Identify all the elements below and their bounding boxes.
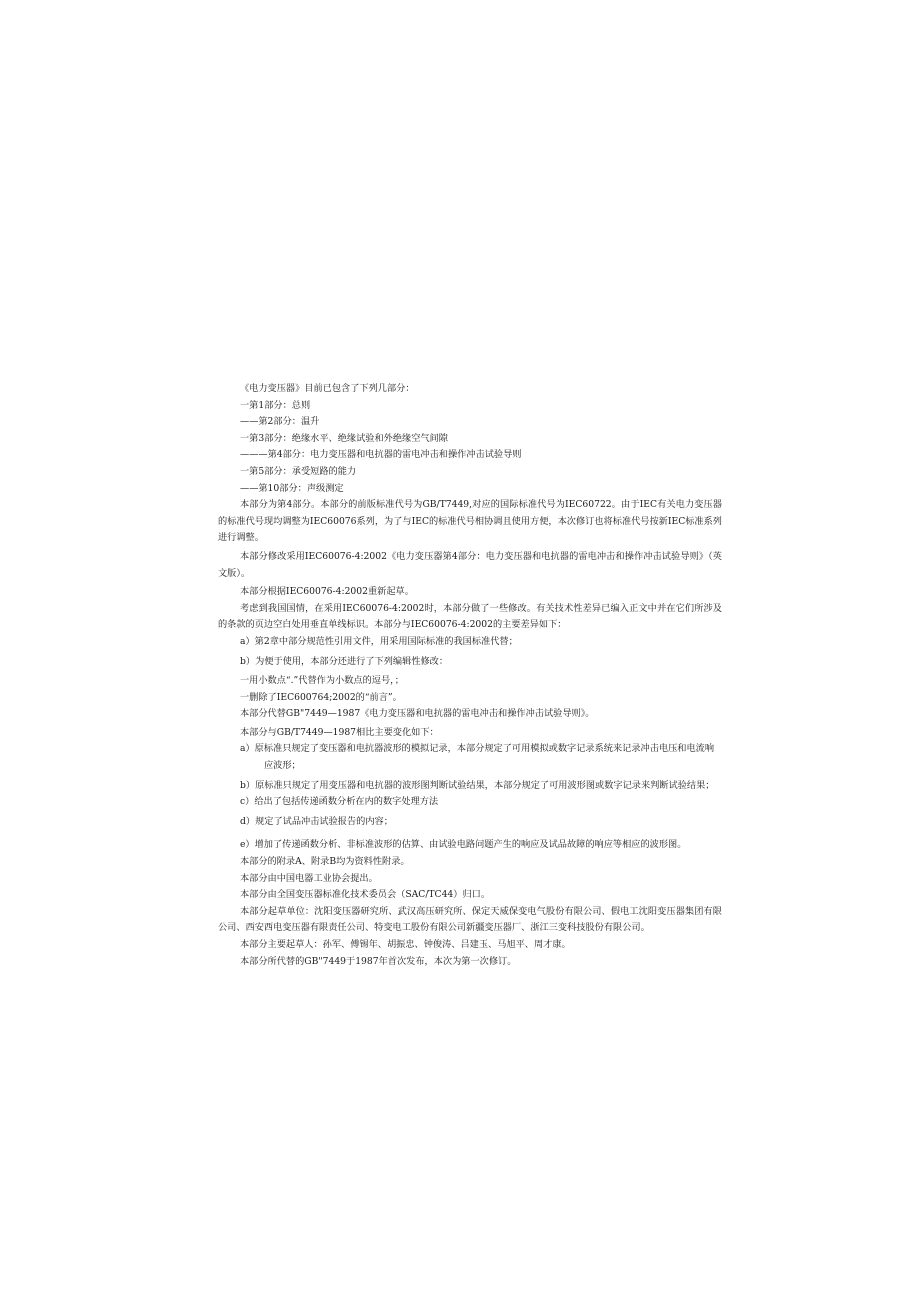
- part-4-line: ———第4部分：电力变压器和电抗器的雷电冲击和操作冲击试验导则: [240, 449, 522, 461]
- change-b: b）原标准只规定了用变压器和电抗器的波形图判断试验结果，本部分规定了可用波形图或数字记录来判断试验结果；: [240, 779, 715, 791]
- parts-intro: 《电力变压器》目前已包含了下列几部分：: [240, 383, 415, 394]
- change-a-line2: 应波形；: [264, 760, 301, 772]
- paragraph-changes-intro: 本部分与GB/T7449—1987相比主要变化如下：: [240, 726, 439, 738]
- part-2-line: ——第2部分：温升: [240, 416, 320, 428]
- change-a-line1: a）原标准只规定了变压器和电抗器波形的模拟记录，本部分规定了可用模拟或数字记录系统来记录冲击电压和电流响: [240, 743, 715, 755]
- difference-b: b）为便于使用，本部分还进行了下列编辑性修改：: [240, 655, 449, 667]
- paragraph-proposed-by: 本部分由中国电器工业协会提出。: [240, 872, 378, 884]
- difference-a: a）第2章中部分规范性引用文件，用采用国际标准的我国标准代替；: [240, 635, 518, 647]
- paragraph-standard-code: 本部分为第4部分。本部分的前版标准代号为GB/T7449,对应的国际标准代号为IEC60722。由于IEC有关电力变压器的标准代号现均调整为IEC60076系列，为了与IEC的标准代号相协调且使用方便，本次修订也将标准代号按新IEC标准系列进行调整。: [218, 499, 722, 544]
- edit-decimal-point: 一用小数点“.”代替作为小数点的逗号，；: [240, 675, 404, 687]
- paragraph-redrafted: 本部分根据IEC60076-4:2002重新起草。: [240, 586, 414, 598]
- change-c: c）给出了包括传递函数分析在内的数字处理方法: [240, 796, 439, 808]
- paragraph-drafting-units: 本部分起草单位：沈阳变压器研究所、武汉高压研究所、保定天威保变电气股份有限公司、假电工沈阳变压器集团有限公司、西安西电变压器有限责任公司、特变电工股份有限公司新疆变压器厂、浙江三变科技股份有限公司。: [218, 905, 722, 934]
- change-e: e）增加了传递函数分析、非标准波形的估算、由试验电路问题产生的响应及试品故障的响应等相应的波形图。: [240, 839, 687, 851]
- paragraph-committee: 本部分由全国变压器标准化技术委员会（SAC/TC44）归口。: [240, 889, 491, 901]
- part-5-line: 一第5部分：承受短路的能力: [240, 465, 357, 477]
- paragraph-annexes: 本部分的附录A、附录B均为资料性附录。: [240, 856, 410, 868]
- foreword-text: [218, 381, 722, 970]
- paragraph-drafters: 本部分主要起草人：孙军、傅锡年、胡振忠、钟俊涛、吕建玉、马旭平、周才康。: [240, 939, 571, 950]
- part-3-line: 一第3部分：绝缘水平、绝缘试验和外绝缘空气间隙: [240, 432, 448, 444]
- paragraph-adoption: 本部分修改采用IEC60076-4:2002《电力变压器第4部分：电力变压器和电抗器的雷电冲击和操作冲击试验导则》（英文版）。: [218, 550, 722, 579]
- paragraph-replaces: 本部分代替GB"7449—1987《电力变压器和电抗器的雷电冲击和操作冲击试验导则》。: [240, 708, 595, 720]
- paragraph-differences: 考虑到我国国情，在采用IEC60076-4:2002时，本部分做了一些修改。有关技术性差异已编入正文中并在它们所涉及的条款的页边空白处用垂直单线标识。本部分与IEC60076-4:2002的主要差异如下：: [218, 602, 722, 631]
- paragraph-history: 本部分所代替的GB"7449于1987年首次发布，本次为第一次修订。: [240, 955, 517, 967]
- part-1-line: 一第1部分：总则: [240, 399, 311, 411]
- change-d: d）规定了试品冲击试验报告的内容；: [240, 815, 393, 827]
- edit-remove-foreword: 一删除了IEC600764;2002的“前言”。: [240, 691, 402, 703]
- part-10-line: ——第10部分：声级测定: [240, 482, 344, 494]
